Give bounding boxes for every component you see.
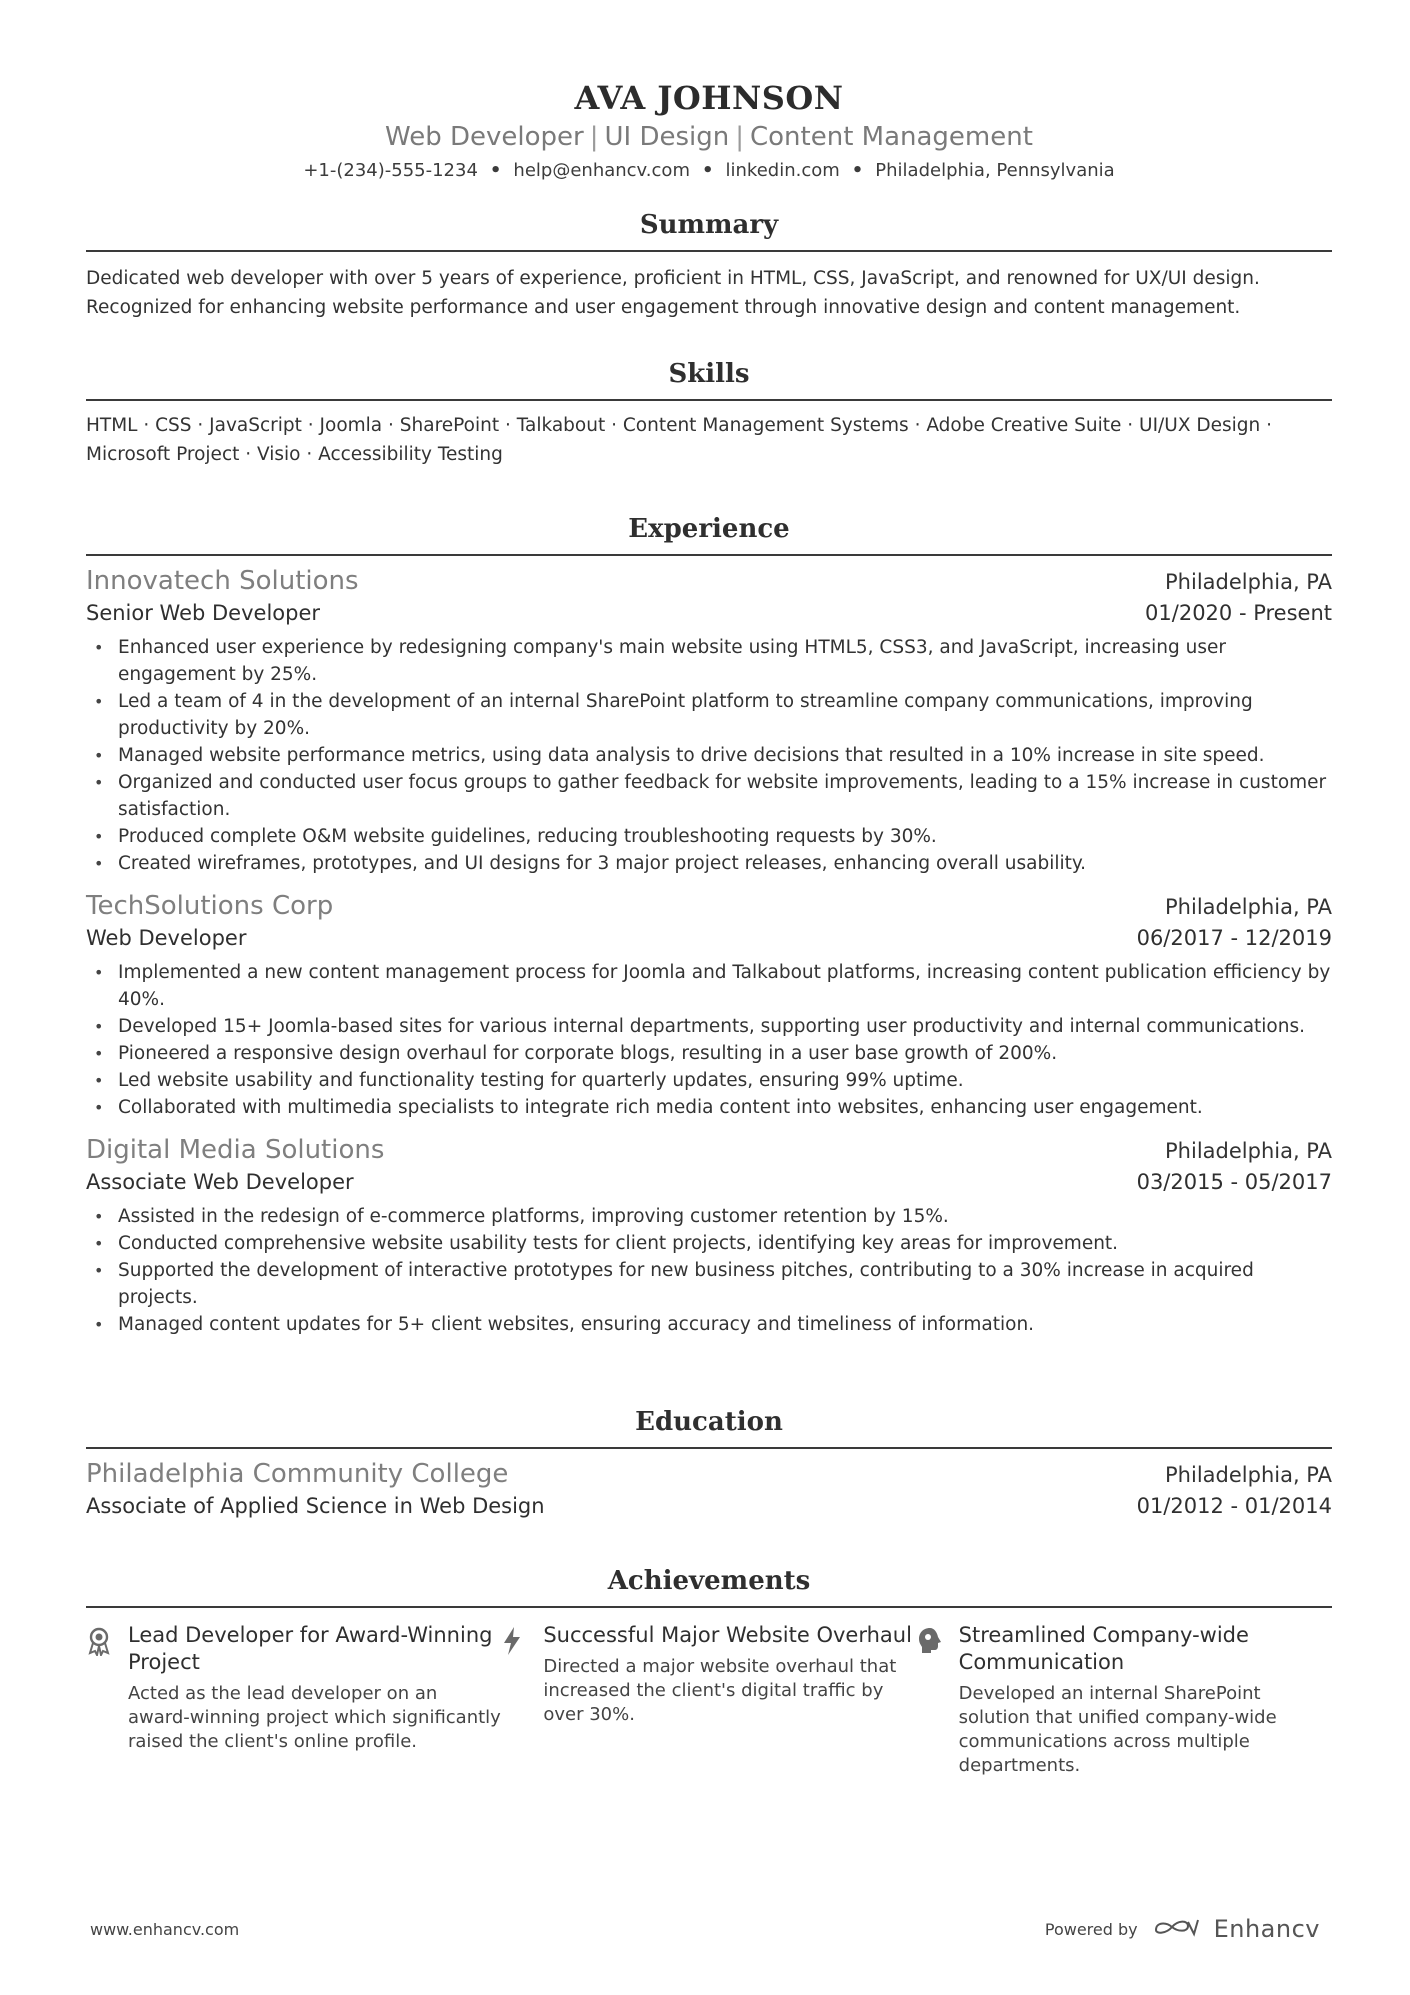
education-section — [86, 1405, 1332, 1521]
brand-name: Enhancv — [1213, 1915, 1320, 1943]
title-separator: | — [589, 122, 599, 152]
achievement-item — [86, 1622, 501, 1778]
skills-list: HTML · CSS · JavaScript · Joomla · SharePoint · Talkabout · Content Management Systems · Adobe Creative Suite · UI/UX Design · Microsoft Project · Visio · Accessibility Testing — [86, 415, 1273, 465]
job-dates: 03/2015 - 05/2017 — [1136, 1170, 1332, 1194]
company-name: Innovatech Solutions — [86, 566, 359, 596]
title-part: UI Design — [604, 122, 730, 152]
bullet-item: • Organized and conducted user focus groups to gather feedback for website improvements, leading to a 15% increase in customer satisfaction. — [86, 769, 1332, 823]
contact-email[interactable]: help@enhancv.com — [513, 160, 690, 181]
contact-line: +1-(234)-555-1234 • help@enhancv.com • linkedin.com • Philadelphia, Pennsylvania — [303, 160, 1115, 181]
education-dates: 01/2012 - 01/2014 — [1136, 1494, 1332, 1518]
job-role: Web Developer — [86, 926, 247, 950]
experience-section — [86, 512, 1332, 1338]
bullet-item: • Pioneered a responsive design overhaul for corporate blogs, resulting in a user base growth of 200%. — [86, 1040, 1332, 1067]
resume-header — [86, 0, 1332, 184]
bullet-item: • Implemented a new content management process for Joomla and Talkabout platforms, increasing content publication efficiency by 40%. — [86, 959, 1332, 1013]
title-part: Web Developer — [385, 122, 584, 152]
bullet-item: • Assisted in the redesign of e-commerce platforms, improving customer retention by 15%. — [86, 1203, 1332, 1230]
company-name: Digital Media Solutions — [86, 1135, 385, 1165]
contact-linkedin[interactable]: linkedin.com — [725, 160, 840, 181]
achievement-item — [501, 1622, 916, 1778]
candidate-title — [86, 120, 1332, 154]
achievement-description: Developed an internal SharePoint solution that unified company-wide communications across multiple departments. — [958, 1683, 1277, 1776]
footer-url[interactable]: www.enhancv.com — [90, 1919, 240, 1939]
achievement-description: Acted as the lead developer on an award-winning project which significantly raised the client's online profile. — [128, 1683, 501, 1752]
bullet-item: • Conducted comprehensive website usability tests for client projects, identifying key areas for improvement. — [86, 1230, 1332, 1257]
bullet-item: • Produced complete O&M website guidelines, reducing troubleshooting requests by 30%. — [86, 823, 1332, 850]
job-dates: 06/2017 - 12/2019 — [1136, 926, 1332, 950]
lightning-icon — [501, 1622, 543, 1778]
contact-location: Philadelphia, Pennsylvania — [875, 160, 1115, 181]
bullet-item: • Managed website performance metrics, using data analysis to drive decisions that resulted in a 10% increase in site speed. — [86, 742, 1332, 769]
skills-section — [86, 357, 1332, 469]
job-entry — [86, 889, 1332, 1121]
head-icon — [917, 1622, 959, 1778]
section-title: Experience — [628, 514, 790, 544]
job-location: Philadelphia, PA — [1165, 895, 1332, 919]
bullet-item: • Managed content updates for 5+ client websites, ensuring accuracy and timeliness of information. — [86, 1311, 1332, 1338]
achievement-description: Directed a major website overhaul that increased the client's digital traffic by over 30%. — [543, 1656, 897, 1725]
achievement-title: Successful Major Website Overhaul — [543, 1623, 912, 1647]
job-location: Philadelphia, PA — [1165, 1139, 1332, 1163]
bullet-item: • Led a team of 4 in the development of an internal SharePoint platform to streamline company communications, improving productivity by 20%. — [86, 688, 1332, 742]
achievements-section — [86, 1564, 1332, 1778]
achievement-item — [917, 1622, 1332, 1778]
bullet-item: • Led website usability and functionality testing for quarterly updates, ensuring 99% uptime. — [86, 1067, 1332, 1094]
school-location: Philadelphia, PA — [1165, 1463, 1332, 1487]
section-divider — [86, 1606, 1332, 1608]
summary-section — [86, 208, 1332, 322]
achievement-title: Lead Developer for Award-Winning Project — [128, 1623, 493, 1674]
section-title: Skills — [668, 359, 750, 389]
resume-page — [86, 0, 1332, 1776]
candidate-name: AVA JOHNSON — [574, 79, 844, 117]
section-title: Achievements — [607, 1566, 811, 1596]
summary-text: Dedicated web developer with over 5 years of experience, proficient in HTML, CSS, JavaScript, and renowned for UX/UI design. Recognized for enhancing website performance and user engagement through innovative design and content management. — [86, 268, 1260, 318]
job-role: Associate Web Developer — [86, 1170, 354, 1194]
page-footer — [90, 1915, 1320, 1943]
job-bullets — [86, 959, 1332, 1121]
job-dates: 01/2020 - Present — [1145, 601, 1332, 625]
school-name: Philadelphia Community College — [86, 1459, 509, 1489]
bullet-item: • Supported the development of interactive prototypes for new business pitches, contributing to a 30% increase in acquired projects. — [86, 1257, 1332, 1311]
enhancv-logo-icon — [1152, 1916, 1200, 1942]
powered-by — [1045, 1915, 1320, 1943]
company-name: TechSolutions Corp — [86, 891, 334, 921]
title-separator: | — [735, 122, 744, 152]
job-entry — [86, 564, 1332, 877]
powered-by-label: Powered by — [1044, 1919, 1138, 1939]
job-bullets — [86, 1203, 1332, 1338]
contact-phone[interactable]: +1-(234)-555-1234 — [303, 160, 478, 181]
bullet-item: • Collaborated with multimedia specialists to integrate rich media content into websites, enhancing user engagement. — [86, 1094, 1332, 1121]
job-role: Senior Web Developer — [86, 601, 321, 625]
achievement-title: Streamlined Company-wide Communication — [958, 1623, 1249, 1674]
section-divider — [86, 250, 1332, 252]
title-part: Content Management — [749, 122, 1033, 152]
section-divider — [86, 1447, 1332, 1449]
bullet-item: • Developed 15+ Joomla-based sites for various internal departments, supporting user productivity and internal communications. — [86, 1013, 1332, 1040]
job-location: Philadelphia, PA — [1165, 570, 1332, 594]
award-icon — [86, 1622, 128, 1778]
section-title: Summary — [639, 210, 779, 240]
bullet-item: • Created wireframes, prototypes, and UI designs for 3 major project releases, enhancing overall usability. — [86, 850, 1332, 877]
job-entry — [86, 1133, 1332, 1338]
bullet-item: • Enhanced user experience by redesigning company's main website using HTML5, CSS3, and JavaScript, increasing user engagement by 25%. — [86, 634, 1332, 688]
job-bullets — [86, 634, 1332, 877]
section-divider — [86, 554, 1332, 556]
degree-name: Associate of Applied Science in Web Design — [86, 1494, 545, 1518]
section-title: Education — [635, 1407, 783, 1437]
section-divider — [86, 399, 1332, 401]
